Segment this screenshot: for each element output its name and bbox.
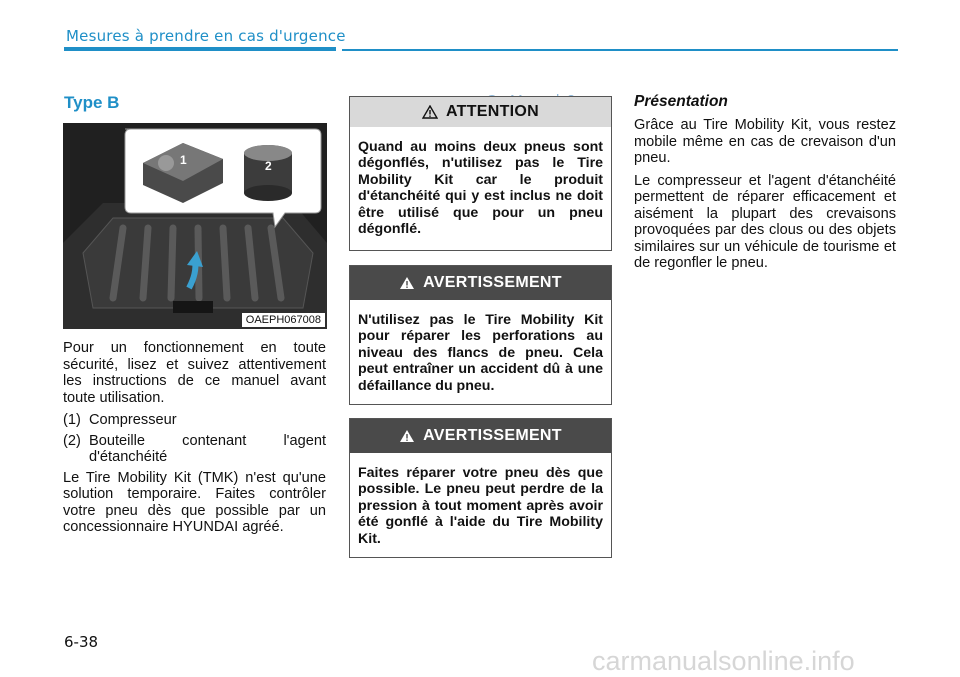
presentation-paragraph: Grâce au Tire Mobility Kit, vous restez mobile même en cas de crevaison d'un pneu. bbox=[634, 117, 896, 166]
intro-paragraph: Pour un fonctionnement en toute sécurité, lisez et suivez attentivement les instructions de ce manuel avant toute utilisation. bbox=[63, 340, 326, 406]
list-item bbox=[63, 433, 326, 466]
callout-warning-sidewall bbox=[349, 265, 612, 405]
callout-heading: AVERTISSEMENT bbox=[423, 274, 562, 291]
figure-code: OAEPH067008 bbox=[242, 313, 325, 327]
callout-text: Faites réparer votre pneu dès que possible. Le pneu peut perdre de la pression à tout moment après avoir été gonflé à l'aide du Tire Mobility Kit. bbox=[358, 465, 603, 547]
footer-watermark: carmanualsonline.info bbox=[592, 646, 855, 676]
list-text: Compresseur bbox=[89, 412, 177, 428]
caution-triangle-icon bbox=[422, 105, 438, 119]
list-number: (2) bbox=[63, 432, 81, 449]
callout-text: Quand au moins deux pneus sont dégonflés, n'utilisez pas le Tire Mobility Kit car le produit d'étanchéité qui y est inclus ne doit être utilisé que pour un pneu dégonflé. bbox=[358, 139, 603, 238]
callout-header bbox=[350, 266, 611, 300]
callout-header bbox=[350, 419, 611, 453]
warning-triangle-icon bbox=[399, 276, 415, 290]
callout-warning-repair bbox=[349, 418, 612, 558]
list-item bbox=[63, 412, 326, 429]
note-paragraph: Le Tire Mobility Kit (TMK) n'est qu'une solution temporaire. Faites contrôler votre pneu dès que possible par un concessionnaire HYUNDAI agréé. bbox=[63, 469, 326, 535]
presentation-paragraph: Le compresseur et l'agent d'étanchéité permettent de réparer efficacement et aisément la plupart des crevaisons provoquées par des clous ou des objets similaires sur un véhicule de tourisme et de regonfler le pneu. bbox=[634, 172, 896, 271]
page-number: 6-38 bbox=[64, 633, 99, 651]
trunk-figure bbox=[63, 123, 327, 329]
callout-heading: AVERTISSEMENT bbox=[423, 427, 562, 444]
list-text: Bouteille contenant l'agent d'étanchéité bbox=[89, 432, 326, 465]
warning-triangle-icon bbox=[399, 429, 415, 443]
chapter-title: Mesures à prendre en cas d'urgence bbox=[66, 27, 346, 45]
right-column bbox=[634, 117, 896, 278]
left-column bbox=[63, 340, 326, 542]
figure-label-2: 2 bbox=[265, 159, 272, 173]
section-title: Type B bbox=[64, 93, 120, 112]
figure-label-1: 1 bbox=[180, 153, 187, 167]
callout-heading: ATTENTION bbox=[445, 103, 540, 120]
callout-header bbox=[350, 97, 611, 127]
trunk-illustration bbox=[63, 123, 327, 329]
presentation-title: Présentation bbox=[634, 93, 728, 110]
header-rule-accent bbox=[64, 47, 336, 51]
callout-text: N'utilisez pas le Tire Mobility Kit pour réparer les perforations au niveau des flancs de pneu. Cela peut entraîner un accident dû à une défaillance du pneu. bbox=[358, 312, 603, 394]
callout-attention bbox=[349, 96, 612, 251]
header-rule bbox=[342, 49, 898, 51]
list-number: (1) bbox=[63, 412, 81, 428]
